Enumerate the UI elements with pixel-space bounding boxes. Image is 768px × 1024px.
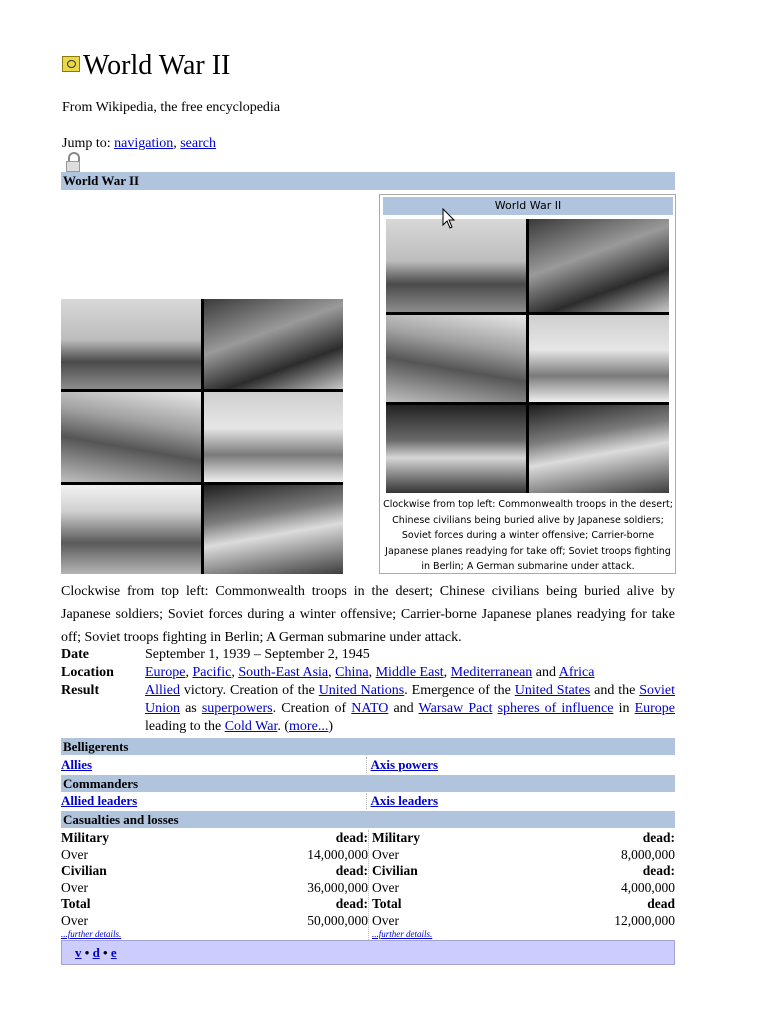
result-text: ) xyxy=(328,719,333,734)
allies-link[interactable]: Allies xyxy=(61,757,93,772)
navbox-separator: • xyxy=(81,945,93,960)
result-text: leading to the xyxy=(145,719,225,734)
united-states-link[interactable]: United States xyxy=(514,683,591,698)
military-label: Military xyxy=(372,830,420,845)
location-link-mediterranean[interactable]: Mediterranean xyxy=(450,665,533,680)
photo-soviet-winter xyxy=(529,315,669,402)
article-icon xyxy=(62,56,80,72)
allied-casualties xyxy=(61,830,369,940)
inner-infobox xyxy=(379,194,676,574)
total-label: Total xyxy=(61,896,91,911)
date-label: Date xyxy=(61,647,89,662)
military-dead: dead: xyxy=(642,830,675,845)
axis-leaders-link[interactable]: Axis leaders xyxy=(370,793,439,808)
location-and: and xyxy=(532,665,559,680)
view-template-link[interactable]: v xyxy=(75,945,82,960)
military-dead: dead: xyxy=(335,830,368,845)
jump-separator: , xyxy=(173,136,181,151)
warsaw-pact-link[interactable]: Warsaw Pact xyxy=(418,701,493,716)
more-link[interactable]: more... xyxy=(289,719,329,734)
photo-commonwealth-troops xyxy=(61,299,201,389)
united-nations-link[interactable]: United Nations xyxy=(318,683,405,698)
allied-link[interactable]: Allied xyxy=(145,683,180,698)
total-value: 50,000,000 xyxy=(307,912,368,928)
location-link-south-east-asia[interactable]: South-East Asia xyxy=(238,665,329,680)
total-value: 12,000,000 xyxy=(614,912,675,928)
location-link-pacific[interactable]: Pacific xyxy=(192,665,232,680)
mouse-cursor-icon xyxy=(442,208,456,230)
location-link-china[interactable]: China xyxy=(335,665,369,680)
edit-template-link[interactable]: e xyxy=(110,945,117,960)
location-link-middle-east[interactable]: Middle East xyxy=(375,665,444,680)
over-label: Over xyxy=(372,912,399,928)
result-text: victory. Creation of the xyxy=(180,683,319,698)
inner-collage-image xyxy=(386,219,669,493)
result-value xyxy=(145,682,675,736)
military-label: Military xyxy=(61,830,109,845)
image-caption: Clockwise from top left: Commonwealth troops in the desert; Chinese civilians being buried alive by Japanese soldiers; Soviet forces during a winter offensive; Carrier-borne Japanese planes readying for take off; Soviet troops fighting in Berlin; A German submarine under attack. xyxy=(61,584,675,645)
page-title-text: World War II xyxy=(83,50,231,81)
result-text: and xyxy=(388,701,419,716)
site-subtitle: From Wikipedia, the free encyclopedia xyxy=(62,100,281,115)
navbox xyxy=(61,940,675,965)
location-value: Europe, Pacific, South-East Asia, China, Middle East, Mediterranean and Africa xyxy=(145,665,595,680)
civilian-dead: dead: xyxy=(642,863,675,878)
over-label: Over xyxy=(61,879,88,895)
civilian-label: Civilian xyxy=(372,863,418,878)
result-text: . ( xyxy=(277,719,290,734)
civilian-value: 4,000,000 xyxy=(621,879,675,895)
further-details-link[interactable]: ...further details. xyxy=(372,929,433,939)
civilian-dead: dead: xyxy=(335,863,368,878)
cold-war-link[interactable]: Cold War xyxy=(224,719,278,734)
date-row xyxy=(61,646,675,664)
europe-link[interactable]: Europe xyxy=(634,701,675,716)
photo-japanese-planes xyxy=(529,405,669,493)
photo-submarine xyxy=(386,315,526,402)
result-label: Result xyxy=(61,683,100,698)
spheres-of-influence-link[interactable]: spheres of influence xyxy=(497,701,614,716)
photo-commonwealth-troops xyxy=(386,219,526,312)
result-text: . Emergence of the xyxy=(404,683,515,698)
photo-chinese-civilians xyxy=(529,219,669,312)
lock-icon xyxy=(66,152,80,172)
over-label: Over xyxy=(61,846,88,862)
photo-submarine xyxy=(61,392,201,482)
commanders-row xyxy=(61,793,675,809)
discuss-template-link[interactable]: d xyxy=(92,945,100,960)
belligerents-header: Belligerents xyxy=(61,738,675,755)
military-value: 8,000,000 xyxy=(621,846,675,862)
total-label: Total xyxy=(372,896,402,911)
result-text: as xyxy=(180,701,202,716)
location-row xyxy=(61,664,675,682)
jump-to xyxy=(62,136,216,152)
infobox-header: World War II xyxy=(61,172,675,190)
soviet-union-link[interactable]: Soviet Union xyxy=(145,683,676,716)
allied-leaders-link[interactable]: Allied leaders xyxy=(61,793,138,808)
location-link-europe[interactable]: Europe xyxy=(145,665,186,680)
superpowers-link[interactable]: superpowers xyxy=(201,701,273,716)
navbox-separator: • xyxy=(99,945,111,960)
result-text: and the xyxy=(590,683,640,698)
axis-powers-link[interactable]: Axis powers xyxy=(370,757,439,772)
inner-image-caption: Clockwise from top left: Commonwealth troops in the desert; Chinese civilians being buried alive by Japanese soldiers; Soviet forces during a winter offensive; Carrier-borne Japanese planes readying for take off; Soviet troops fighting in Berlin; A German submarine under attack. xyxy=(383,499,673,572)
over-label: Over xyxy=(372,879,399,895)
casualties-header: Casualties and losses xyxy=(61,811,675,828)
result-text: in xyxy=(613,701,635,716)
civilian-label: Civilian xyxy=(61,863,107,878)
navigation-link[interactable]: navigation xyxy=(114,136,174,151)
photo-chinese-civilians xyxy=(204,299,343,389)
total-dead: dead: xyxy=(335,896,368,911)
civilian-value: 36,000,000 xyxy=(307,879,368,895)
result-row xyxy=(61,682,675,736)
commanders-header: Commanders xyxy=(61,775,675,792)
result-text: . Creation of xyxy=(272,701,352,716)
over-label: Over xyxy=(61,912,88,928)
total-dead: dead xyxy=(647,896,675,911)
belligerents-row xyxy=(61,757,675,773)
photo-berlin xyxy=(61,485,201,574)
search-link[interactable]: search xyxy=(180,136,216,151)
axis-casualties xyxy=(372,830,675,940)
inner-infobox-title: World War II xyxy=(383,197,673,215)
military-value: 14,000,000 xyxy=(307,846,368,862)
photo-soviet-winter xyxy=(204,392,343,482)
collage-image xyxy=(61,299,343,574)
photo-japanese-planes xyxy=(204,485,343,574)
over-label: Over xyxy=(372,846,399,862)
infobox-details xyxy=(61,646,675,736)
nato-link[interactable]: NATO xyxy=(351,701,389,716)
location-link-africa[interactable]: Africa xyxy=(558,665,595,680)
location-label: Location xyxy=(61,665,114,680)
photo-berlin xyxy=(386,405,526,493)
date-value: September 1, 1939 – September 2, 1945 xyxy=(145,647,370,662)
page-title xyxy=(62,50,230,82)
jump-prefix: Jump to: xyxy=(62,136,115,151)
further-details-link[interactable]: ...further details. xyxy=(61,929,122,939)
